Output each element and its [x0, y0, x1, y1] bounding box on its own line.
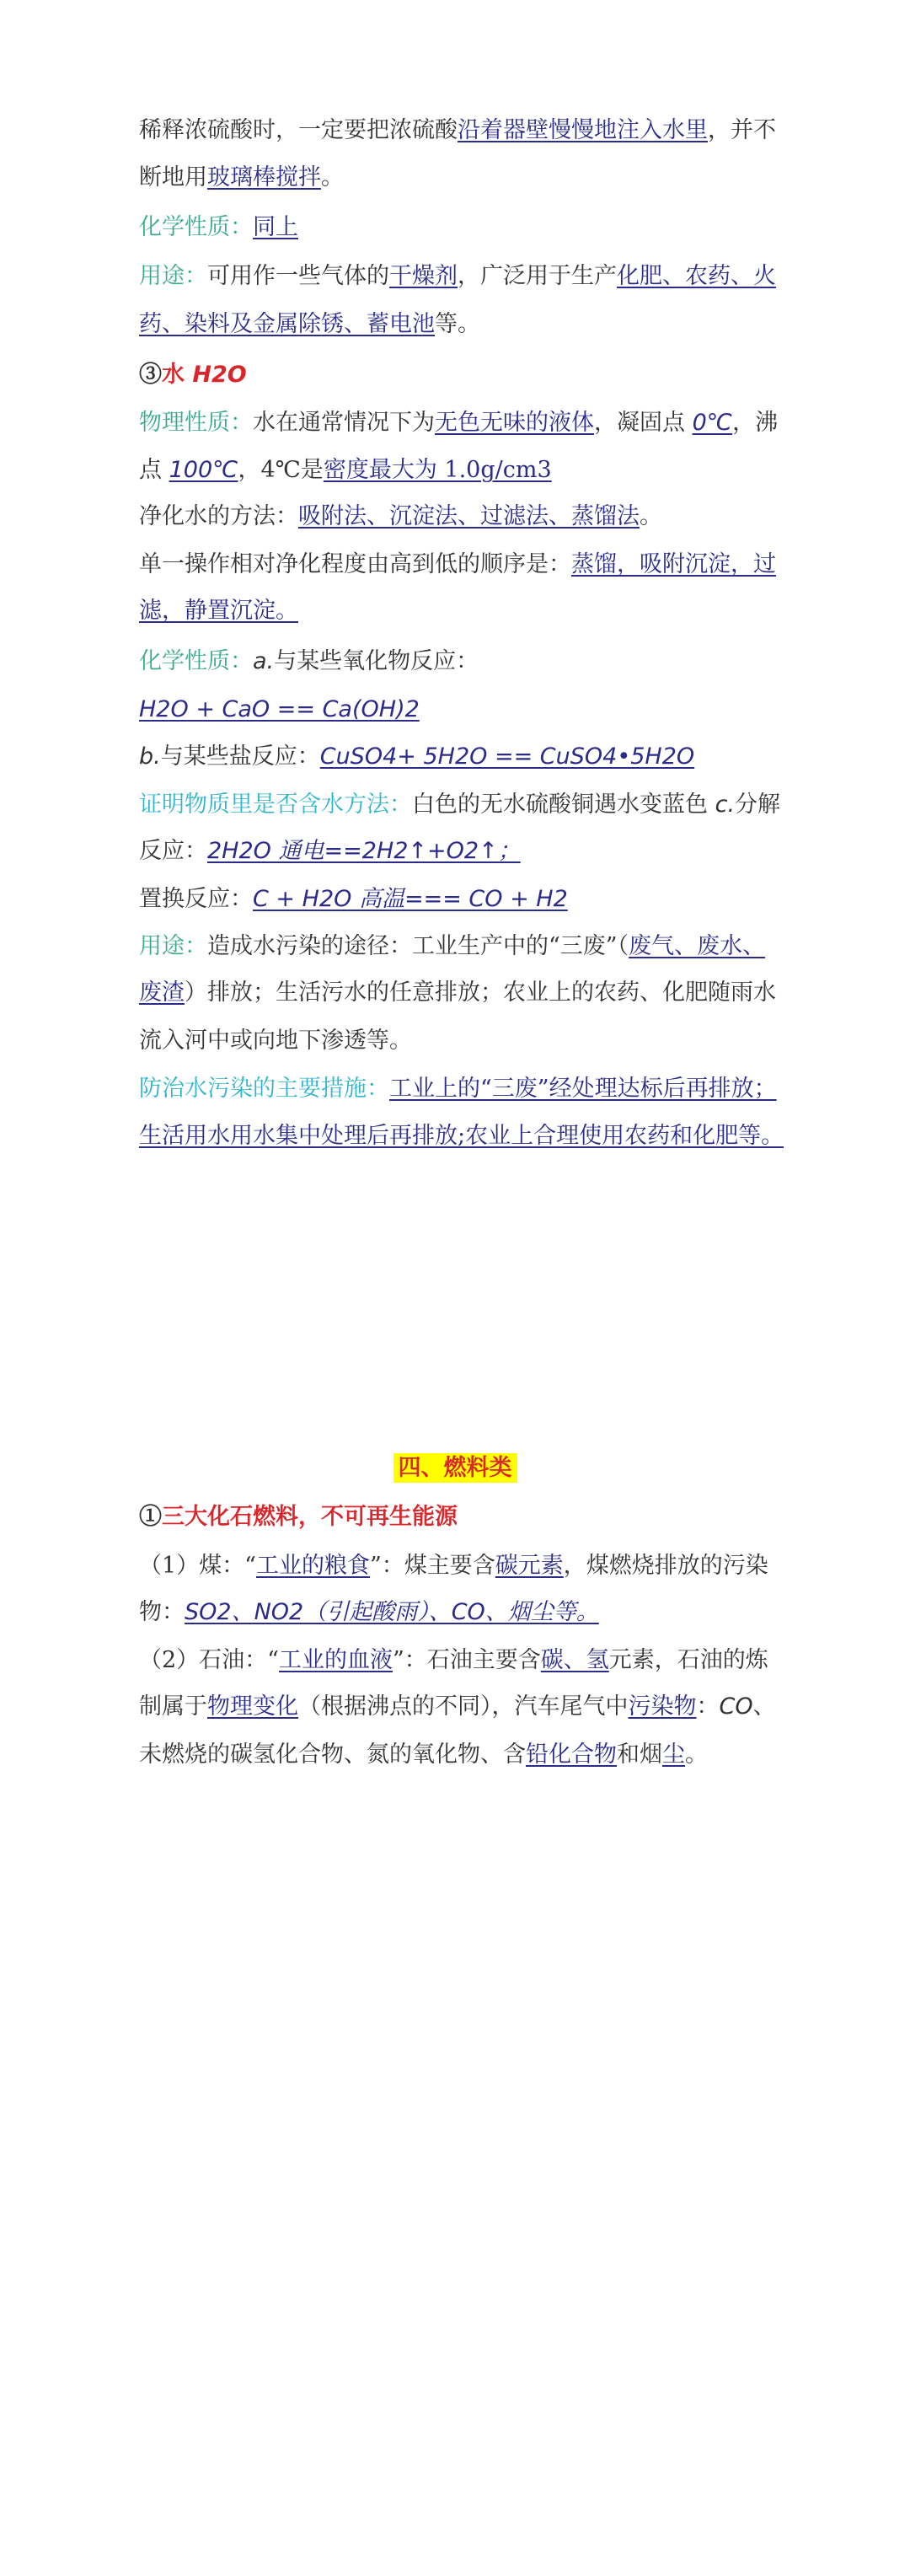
underlined-text: 尘: [662, 1741, 685, 1768]
section-heading-text: 四、燃料类: [393, 1453, 517, 1483]
text-line: [139, 788, 826, 822]
underlined-text: 药、染料及金属除锈、蓄电池: [139, 311, 435, 337]
underlined-text: 滤，静置沉淀。: [139, 598, 298, 624]
text: 流入河中或向地下渗透等。: [139, 1028, 412, 1054]
text-line: [139, 1549, 826, 1583]
text: 、: [752, 1693, 776, 1720]
subheading-formula: H2O: [192, 362, 247, 388]
text: c.: [715, 792, 736, 818]
underlined-text: 生活用水用水集中处理后再排放;农业上合理使用农药和化肥等。: [139, 1123, 784, 1149]
text-line: [139, 1690, 826, 1724]
text: ，并不: [708, 117, 776, 143]
text-line: [139, 114, 826, 148]
underlined-text: 工业的血液: [278, 1647, 393, 1673]
text: ，沸: [732, 410, 779, 436]
section-label: 化学性质：: [139, 214, 253, 240]
watermark: [849, 2559, 900, 2571]
text-line: [139, 1119, 826, 1153]
text: 制属于: [139, 1693, 207, 1720]
underlined-text: 干燥剂: [389, 263, 458, 289]
underlined-text: 无色无味的液体: [435, 410, 594, 436]
text: ，4℃是: [238, 457, 324, 483]
underlined-text: 吸附法、沉淀法、过滤法、蒸馏法: [298, 503, 640, 529]
text: 分解: [735, 792, 781, 818]
text: ：: [696, 1693, 720, 1720]
chemical-equation: H2O + CaO == Ca(OH)2: [139, 696, 420, 722]
text-line: [139, 1596, 826, 1629]
text-line: [139, 883, 826, 916]
subheading-text: 水: [162, 362, 193, 388]
text: 。: [685, 1741, 708, 1768]
underlined-text: 物理变化: [207, 1693, 298, 1720]
text-line: [139, 1024, 826, 1058]
text-line: [139, 1738, 826, 1772]
section-label: 用途：: [139, 933, 207, 959]
section-heading: [0, 1452, 910, 1485]
underlined-text: 工业的粮食: [255, 1553, 370, 1579]
underlined-text: 污染物: [628, 1693, 697, 1720]
equation: [139, 693, 826, 727]
text-line: [139, 211, 826, 244]
section-label: 用途：: [139, 263, 207, 289]
section-label: 防治水污染的主要措施：: [139, 1076, 389, 1102]
text: （2）石油：“: [139, 1647, 279, 1673]
underlined-text: 玻璃棒搅拌: [207, 164, 321, 191]
text: ”：煤主要含: [369, 1553, 495, 1579]
text: 未燃烧的碳氢化合物、氮的氧化物、含: [139, 1741, 526, 1768]
text: 与某些氧化物反应：: [274, 648, 479, 674]
text: 。: [321, 164, 344, 191]
text: 点: [139, 457, 169, 483]
text-line: [139, 1072, 826, 1106]
text: 。: [640, 503, 662, 529]
text: ）排放；生活污水的任意排放；农业上的农药、化肥随雨水: [185, 979, 776, 1006]
text: 物：: [139, 1599, 185, 1625]
text: 水在通常情况下为: [253, 410, 435, 436]
text-line: [139, 548, 826, 582]
underlined-text: 铅化合物: [526, 1741, 617, 1768]
chemical-equation: C + H2O 高温=== CO + H2: [253, 886, 568, 912]
text: 与某些盐反应：: [160, 743, 320, 770]
text: b.: [139, 743, 161, 770]
text: 元素，石油的炼: [608, 1647, 768, 1673]
text: 等。: [435, 311, 480, 337]
underlined-value: 100℃: [169, 457, 238, 483]
text-line: [139, 835, 826, 868]
subheading-text: 三大化石燃料，不可再生能源: [162, 1504, 458, 1530]
text-line: [139, 976, 826, 1010]
text: 断地用: [139, 164, 207, 191]
text: 白色的无水硫酸铜遇水变蓝色: [412, 792, 715, 818]
text: 净化水的方法：: [139, 503, 298, 529]
underlined-text: 化肥、农药、火: [617, 263, 776, 289]
text-line: [139, 594, 826, 628]
text: ”：石油主要含: [392, 1647, 541, 1673]
section-label: 化学性质：: [139, 648, 253, 674]
text: ，凝固点: [594, 410, 693, 436]
section-label: 证明物质里是否含水方法：: [139, 792, 412, 818]
text: 单一操作相对净化程度由高到低的顺序是：: [139, 551, 571, 577]
text: （根据沸点的不同），汽车尾气中: [298, 1693, 629, 1720]
text: 稀释浓硫酸时，一定要把浓硫酸: [139, 117, 458, 143]
text: （1）煤：“: [139, 1553, 256, 1579]
text: 置换反应：: [139, 886, 253, 912]
circled-number: ③: [139, 362, 162, 388]
underlined-text: 同上: [253, 214, 298, 240]
underlined-text: SO2、NO2（引起酸雨）、CO、烟尘等。: [185, 1599, 599, 1625]
text: ，广泛用于生产: [458, 263, 617, 289]
text: CO: [719, 1693, 753, 1720]
underlined-text: 工业上的“三废”经处理达标后再排放；: [389, 1076, 777, 1102]
text-line: [139, 406, 826, 440]
text-line: [139, 500, 826, 534]
text: 可用作一些气体的: [207, 263, 389, 289]
text: ，煤燃烧排放的污染: [563, 1553, 768, 1579]
chemical-equation: 2H2O 通电==2H2↑+O2↑；: [207, 838, 521, 864]
underlined-text: 废气、废水、: [629, 933, 766, 959]
circled-number: ①: [139, 1504, 162, 1530]
section-label: 物理性质：: [139, 410, 253, 436]
underlined-value: 0℃: [692, 410, 733, 436]
underlined-text: 碳元素: [495, 1553, 564, 1579]
text-line: [139, 161, 826, 195]
text-line: [139, 930, 826, 963]
text: 反应：: [139, 838, 207, 864]
underlined-text: 沿着器壁慢慢地注入水里: [458, 117, 708, 143]
text-line: [139, 645, 826, 679]
text-line: [139, 453, 826, 487]
underlined-text: 密度最大为 1.0g/cm3: [323, 457, 552, 483]
text-line: [139, 260, 826, 293]
text-line: [139, 308, 826, 341]
underlined-text: 蒸馏，吸附沉淀，过: [571, 551, 776, 577]
text-line: [139, 1644, 826, 1677]
text: 和烟: [617, 1741, 662, 1768]
text: 造成水污染的途径：工业生产中的“三废”（: [207, 933, 629, 959]
subheading: [139, 1500, 826, 1534]
chemical-equation: CuSO4+ 5H2O == CuSO4•5H2O: [319, 743, 695, 770]
subheading: [139, 358, 826, 392]
text-line: [139, 740, 826, 774]
underlined-text: 废渣: [139, 979, 185, 1006]
text: a.: [253, 648, 275, 674]
underlined-text: 碳、氢: [540, 1647, 609, 1673]
